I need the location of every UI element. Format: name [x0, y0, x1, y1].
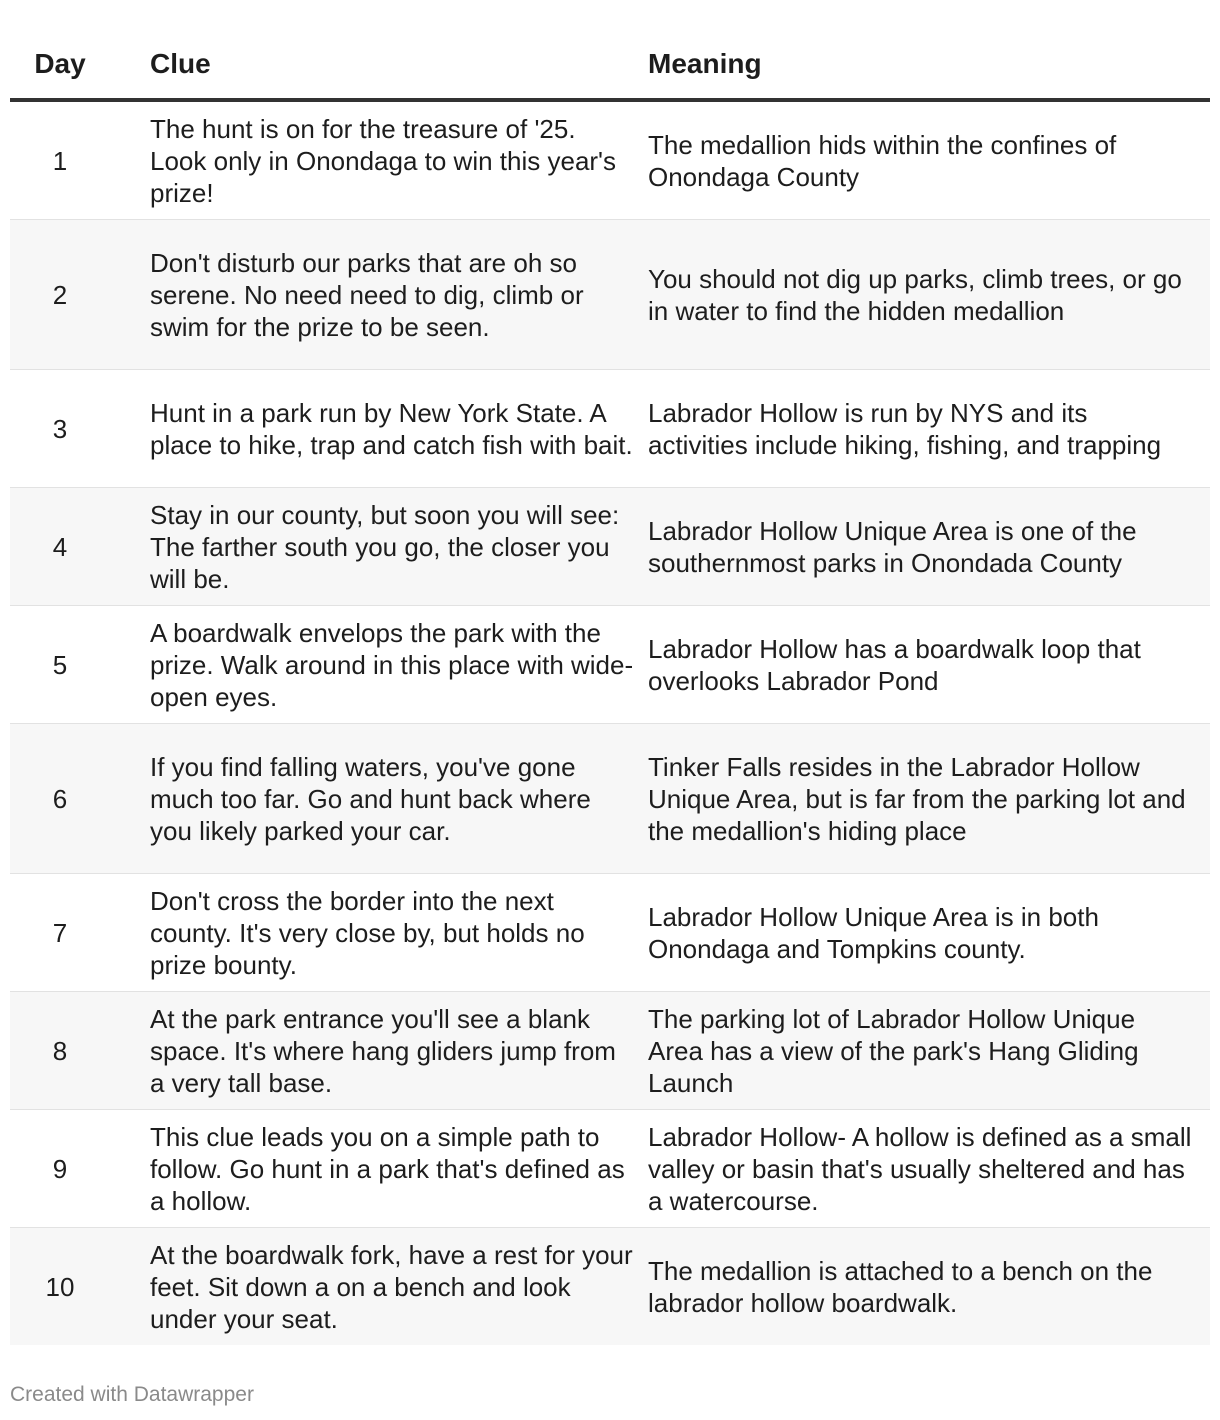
day-cell: 10 — [10, 1228, 140, 1346]
meaning-cell: Labrador Hollow is run by NYS and its activities include hiking, fishing, and trapping — [648, 370, 1210, 488]
table-row — [10, 1228, 1210, 1346]
table-row — [10, 1110, 1210, 1228]
clue-cell: Don't cross the border into the next county. It's very close by, but holds no prize bounty. — [140, 874, 648, 992]
meaning-cell: Labrador Hollow Unique Area is in both Onondaga and Tompkins county. — [648, 874, 1210, 992]
table-row — [10, 370, 1210, 488]
clue-cell: Don't disturb our parks that are oh so serene. No need need to dig, climb or swim for the prize to be seen. — [140, 220, 648, 370]
day-cell: 8 — [10, 992, 140, 1110]
day-cell: 5 — [10, 606, 140, 724]
table-row — [10, 220, 1210, 370]
column-header-day[interactable]: Day — [10, 30, 140, 100]
table-row — [10, 488, 1210, 606]
clue-cell: The hunt is on for the treasure of '25. Look only in Onondaga to win this year's prize! — [140, 100, 648, 220]
day-cell: 4 — [10, 488, 140, 606]
table-row — [10, 100, 1210, 220]
clue-cell: This clue leads you on a simple path to follow. Go hunt in a park that's defined as a hollow. — [140, 1110, 648, 1228]
day-cell: 1 — [10, 100, 140, 220]
day-cell: 7 — [10, 874, 140, 992]
meaning-cell: Labrador Hollow Unique Area is one of the southernmost parks in Onondada County — [648, 488, 1210, 606]
meaning-cell: You should not dig up parks, climb trees, or go in water to find the hidden medallion — [648, 220, 1210, 370]
day-cell: 9 — [10, 1110, 140, 1228]
clue-cell: Stay in our county, but soon you will see: The farther south you go, the closer you will be. — [140, 488, 648, 606]
table-row — [10, 992, 1210, 1110]
clue-cell: If you find falling waters, you've gone much too far. Go and hunt back where you likely parked your car. — [140, 724, 648, 874]
clue-cell: At the park entrance you'll see a blank space. It's where hang gliders jump from a very tall base. — [140, 992, 648, 1110]
meaning-cell: The medallion is attached to a bench on the labrador hollow boardwalk. — [648, 1228, 1210, 1346]
meaning-cell: The medallion hids within the confines of Onondaga County — [648, 100, 1210, 220]
meaning-cell: The parking lot of Labrador Hollow Unique Area has a view of the park's Hang Gliding Launch — [648, 992, 1210, 1110]
day-cell: 3 — [10, 370, 140, 488]
clue-table-container — [10, 30, 1210, 1345]
table-header-row — [10, 30, 1210, 100]
clue-cell: A boardwalk envelops the park with the prize. Walk around in this place with wide-open eyes. — [140, 606, 648, 724]
table-row — [10, 874, 1210, 992]
table-row — [10, 606, 1210, 724]
meaning-cell: Labrador Hollow has a boardwalk loop that overlooks Labrador Pond — [648, 606, 1210, 724]
table-row — [10, 724, 1210, 874]
column-header-meaning[interactable]: Meaning — [648, 30, 1210, 100]
datawrapper-credit[interactable]: Created with Datawrapper — [10, 1383, 254, 1406]
clue-cell: Hunt in a park run by New York State. A place to hike, trap and catch fish with bait. — [140, 370, 648, 488]
day-cell: 2 — [10, 220, 140, 370]
column-header-clue[interactable]: Clue — [140, 30, 648, 100]
clue-cell: At the boardwalk fork, have a rest for your feet. Sit down a on a bench and look under your seat. — [140, 1228, 648, 1346]
clue-table — [10, 30, 1210, 1345]
meaning-cell: Labrador Hollow- A hollow is defined as a small valley or basin that's usually sheltered and has a watercourse. — [648, 1110, 1210, 1228]
meaning-cell: Tinker Falls resides in the Labrador Hollow Unique Area, but is far from the parking lot and the medallion's hiding place — [648, 724, 1210, 874]
day-cell: 6 — [10, 724, 140, 874]
